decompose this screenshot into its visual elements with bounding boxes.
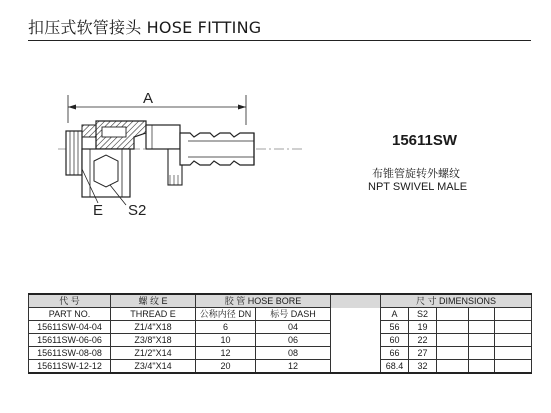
header-empty-cell (437, 308, 469, 321)
header-gap (331, 294, 381, 308)
cell-thread: Z3/4"X14 (111, 360, 196, 374)
header-empty-cell (469, 308, 495, 321)
dim-a-arrow-left (68, 105, 76, 110)
cell-thread: Z1/4"X18 (111, 321, 196, 334)
cell-s2: 27 (409, 347, 437, 360)
cell-empty (437, 334, 469, 347)
header-s2: S2 (409, 308, 437, 321)
table-row (29, 334, 532, 347)
table-row (29, 360, 532, 374)
cell-part-no: 15611SW-12-12 (29, 360, 111, 374)
description-english: NPT SWIVEL MALE (368, 181, 468, 193)
cell-gap (331, 334, 381, 347)
cell-empty (437, 360, 469, 374)
table-row (29, 347, 532, 360)
cell-part-no: 15611SW-08-08 (29, 347, 111, 360)
header-part-no: PART NO. (29, 308, 111, 321)
dim-a-label: A (142, 90, 154, 107)
table-sub-header-row (29, 308, 532, 321)
label-s2: S2 (128, 202, 147, 219)
cell-dash: 12 (256, 360, 331, 374)
header-dimensions: 尺 寸 DIMENSIONS (381, 294, 532, 308)
cell-empty (469, 347, 495, 360)
cell-empty (495, 347, 532, 360)
cell-a: 68.4 (381, 360, 409, 374)
header-dash: 标号 DASH (256, 308, 331, 321)
page-header-title: 扣压式软管接头 HOSE FITTING (28, 18, 262, 37)
hose-insert (180, 133, 254, 165)
cell-empty (469, 321, 495, 334)
header-hose-bore: 胶 管 HOSE BORE (196, 294, 331, 308)
cell-dash: 04 (256, 321, 331, 334)
header-thread: THREAD E (111, 308, 196, 321)
cell-s2: 22 (409, 334, 437, 347)
ferrule (146, 125, 180, 149)
part-number-heading: 15611SW (392, 132, 458, 149)
table-group-header-row (29, 294, 532, 308)
cell-dash: 06 (256, 334, 331, 347)
cell-s2: 19 (409, 321, 437, 334)
o-ring (82, 125, 96, 137)
header-thread-zh: 螺 纹 E (111, 294, 196, 308)
cell-empty (495, 360, 532, 374)
cell-dn: 10 (196, 334, 256, 347)
fitting-drawing (50, 85, 310, 220)
header-divider (28, 40, 531, 41)
cell-gap (331, 321, 381, 334)
header-a: A (381, 308, 409, 321)
cell-empty (495, 321, 532, 334)
description-chinese: 布锥管旋转外螺纹 (372, 167, 460, 180)
cell-thread: Z1/2"X14 (111, 347, 196, 360)
dim-a-arrow-right (238, 105, 246, 110)
cell-empty (469, 360, 495, 374)
cell-dn: 20 (196, 360, 256, 374)
table-row (29, 321, 532, 334)
cell-a: 60 (381, 334, 409, 347)
header-nominal-dn: 公称内径 DN (196, 308, 256, 321)
header-gap-cell (331, 308, 381, 321)
cell-dash: 08 (256, 347, 331, 360)
cell-s2: 32 (409, 360, 437, 374)
cell-a: 56 (381, 321, 409, 334)
cell-a: 66 (381, 347, 409, 360)
header-empty-cell (495, 308, 532, 321)
cell-part-no: 15611SW-04-04 (29, 321, 111, 334)
cell-dn: 12 (196, 347, 256, 360)
cell-gap (331, 347, 381, 360)
cell-empty (437, 347, 469, 360)
cell-thread: Z3/8"X18 (111, 334, 196, 347)
header-code: 代 号 (29, 294, 111, 308)
label-e: E (93, 202, 104, 219)
cell-part-no: 15611SW-06-06 (29, 334, 111, 347)
cell-empty (495, 334, 532, 347)
cell-empty (437, 321, 469, 334)
cell-gap (331, 360, 381, 374)
cell-dn: 6 (196, 321, 256, 334)
spec-table (28, 293, 532, 374)
cell-empty (469, 334, 495, 347)
